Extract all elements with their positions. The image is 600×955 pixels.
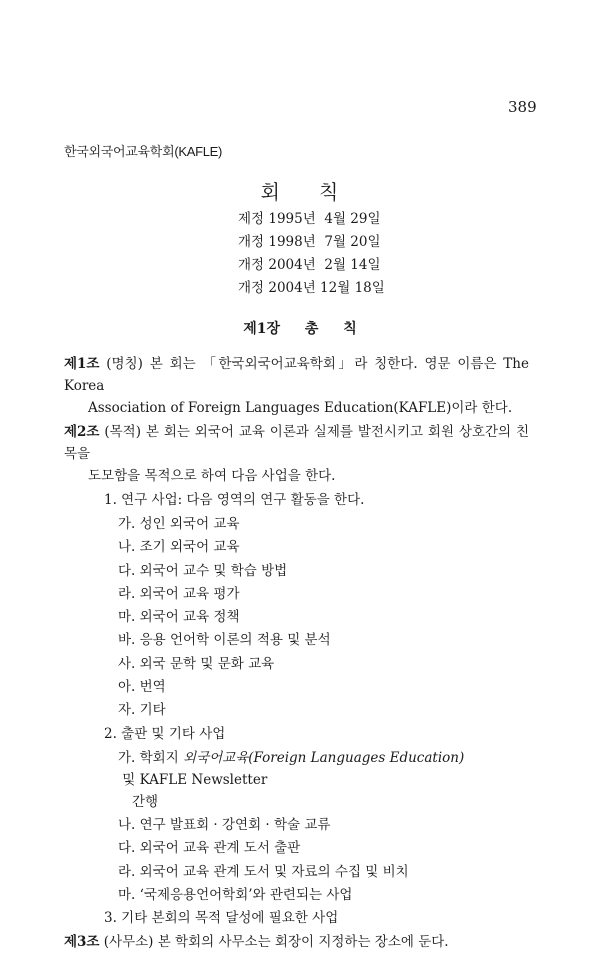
sub-list-item: 나. 조기 외국어 교육	[118, 539, 240, 556]
sub-list-item: 라. 외국어 교육 관계 도서 및 자료의 수집 및 비치	[118, 863, 409, 880]
title-right: 칙	[319, 180, 340, 204]
sub-list-item: 마. ‘국제응용언어학회’와 관련되는 사업	[118, 886, 353, 903]
sub-list-item: 바. 응용 언어학 이론의 적용 및 분석	[118, 632, 331, 649]
sub-list-item: 나. 연구 발표회 · 강연회 · 학술 교류	[118, 816, 331, 833]
page-number: 389	[508, 98, 537, 116]
history-entry: 개정 2004년 12월 18일	[238, 280, 385, 296]
sub-list-item: 자. 기타	[118, 702, 166, 719]
document-title	[0, 176, 600, 205]
sub-list-item: 다. 외국어 교수 및 학습 방법	[118, 562, 288, 579]
sub-item-prefix: 가. 학회지	[118, 749, 184, 766]
title-left: 회	[260, 180, 281, 204]
chapter-word-1: 총	[304, 321, 319, 337]
article-1	[64, 353, 529, 419]
article-text: (명칭) 본 회는 「한국외국어교육학회」라 칭한다. 영문 이름은 The Korea	[64, 356, 529, 394]
article-3	[64, 931, 529, 953]
sub-list-item	[64, 747, 529, 813]
history-entry: 개정 2004년 2월 14일	[238, 257, 381, 273]
chapter-number: 제1장	[243, 321, 280, 337]
article-text: (사무소) 본 학회의 사무소는 회장이 지정하는 장소에 둔다.	[99, 934, 449, 951]
article-text-cont: Association of Foreign Languages Education(KAFLE)이라 한다.	[88, 400, 513, 416]
sub-list-item: 마. 외국어 교육 정책	[118, 609, 240, 626]
article-label: 제3조	[64, 934, 100, 951]
history-entry: 제정 1995년 4월 29일	[238, 211, 381, 227]
revision-history	[238, 208, 385, 300]
list-item: 3. 기타 본회의 목적 달성에 필요한 사업	[104, 910, 339, 927]
article-label: 제2조	[64, 424, 100, 440]
journal-title: 외국어교육(Foreign Languages Education)	[183, 749, 465, 766]
articles-body	[64, 353, 529, 955]
history-entry: 개정 1998년 7월 20일	[238, 234, 381, 250]
sub-list-item: 사. 외국 문학 및 문화 교육	[118, 655, 275, 672]
sub-list-item: 라. 외국어 교육 평가	[118, 585, 240, 602]
sub-list-item: 가. 성인 외국어 교육	[118, 516, 240, 532]
article-text-cont: 도모함을 목적으로 하여 다음 사업을 한다.	[88, 468, 336, 484]
chapter-heading	[0, 318, 600, 338]
list-item: 2. 출판 및 기타 사업	[104, 725, 226, 742]
sub-list-item: 아. 번역	[118, 679, 166, 696]
article-text: (목적) 본 회는 외국어 교육 이론과 실제를 발전시키고 회원 상호간의 친목을	[64, 424, 529, 462]
sub-item-suffix: 및 KAFLE Newsletter	[118, 771, 268, 788]
sub-list-item: 다. 외국어 교육 관계 도서 출판	[118, 840, 301, 857]
list-item: 1. 연구 사업: 다음 영역의 연구 활동을 한다.	[104, 492, 365, 508]
sub-item-wrap: 간행	[132, 793, 159, 810]
chapter-word-2: 칙	[343, 321, 357, 337]
organization-name: 한국외국어교육학회(KAFLE)	[64, 144, 223, 159]
article-2	[64, 421, 529, 487]
article-label: 제1조	[64, 356, 100, 372]
